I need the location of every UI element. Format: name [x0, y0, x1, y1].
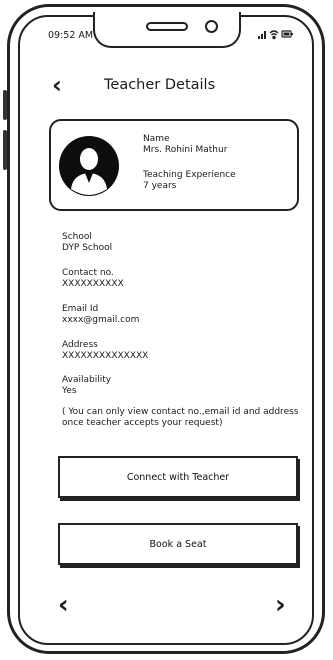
wifi-icon: [270, 31, 278, 39]
connect-with-teacher-button[interactable]: Connect with Teacher: [58, 456, 298, 498]
power-button: [3, 130, 7, 170]
name-value: Mrs. Rohini Mathur: [143, 145, 228, 155]
next-chevron-icon[interactable]: ›: [275, 590, 286, 620]
school-value: DYP School: [62, 243, 113, 253]
back-chevron-icon[interactable]: ‹: [52, 71, 62, 99]
email-value: xxxx@gmail.com: [62, 315, 140, 325]
previous-chevron-icon[interactable]: ‹: [58, 590, 69, 620]
book-a-seat-button[interactable]: Book a Seat: [58, 523, 298, 565]
school-label: School: [62, 232, 92, 242]
battery-icon: [282, 31, 293, 37]
experience-value: 7 years: [143, 181, 177, 191]
availability-value: Yes: [62, 386, 77, 396]
signal-icon: [258, 31, 266, 39]
contact-label: Contact no.: [62, 268, 114, 278]
volume-button: [3, 90, 7, 120]
status-time: 09:52 AM: [48, 30, 94, 41]
availability-label: Availability: [62, 375, 112, 385]
contact-visibility-note: ( You can only view contact no.,email id and address once teacher accepts your request): [62, 407, 299, 428]
page-title: Teacher Details: [104, 77, 216, 93]
name-label: Name: [143, 134, 170, 144]
camera-icon: [205, 20, 218, 33]
avatar: [57, 134, 121, 202]
experience-label: Teaching Experience: [143, 170, 236, 180]
status-icons: [258, 28, 294, 43]
email-label: Email Id: [62, 304, 99, 314]
address-label: Address: [62, 340, 98, 350]
speaker-icon: [146, 22, 188, 31]
address-value: XXXXXXXXXXXXXX: [62, 351, 149, 361]
contact-value: XXXXXXXXXX: [62, 279, 124, 289]
